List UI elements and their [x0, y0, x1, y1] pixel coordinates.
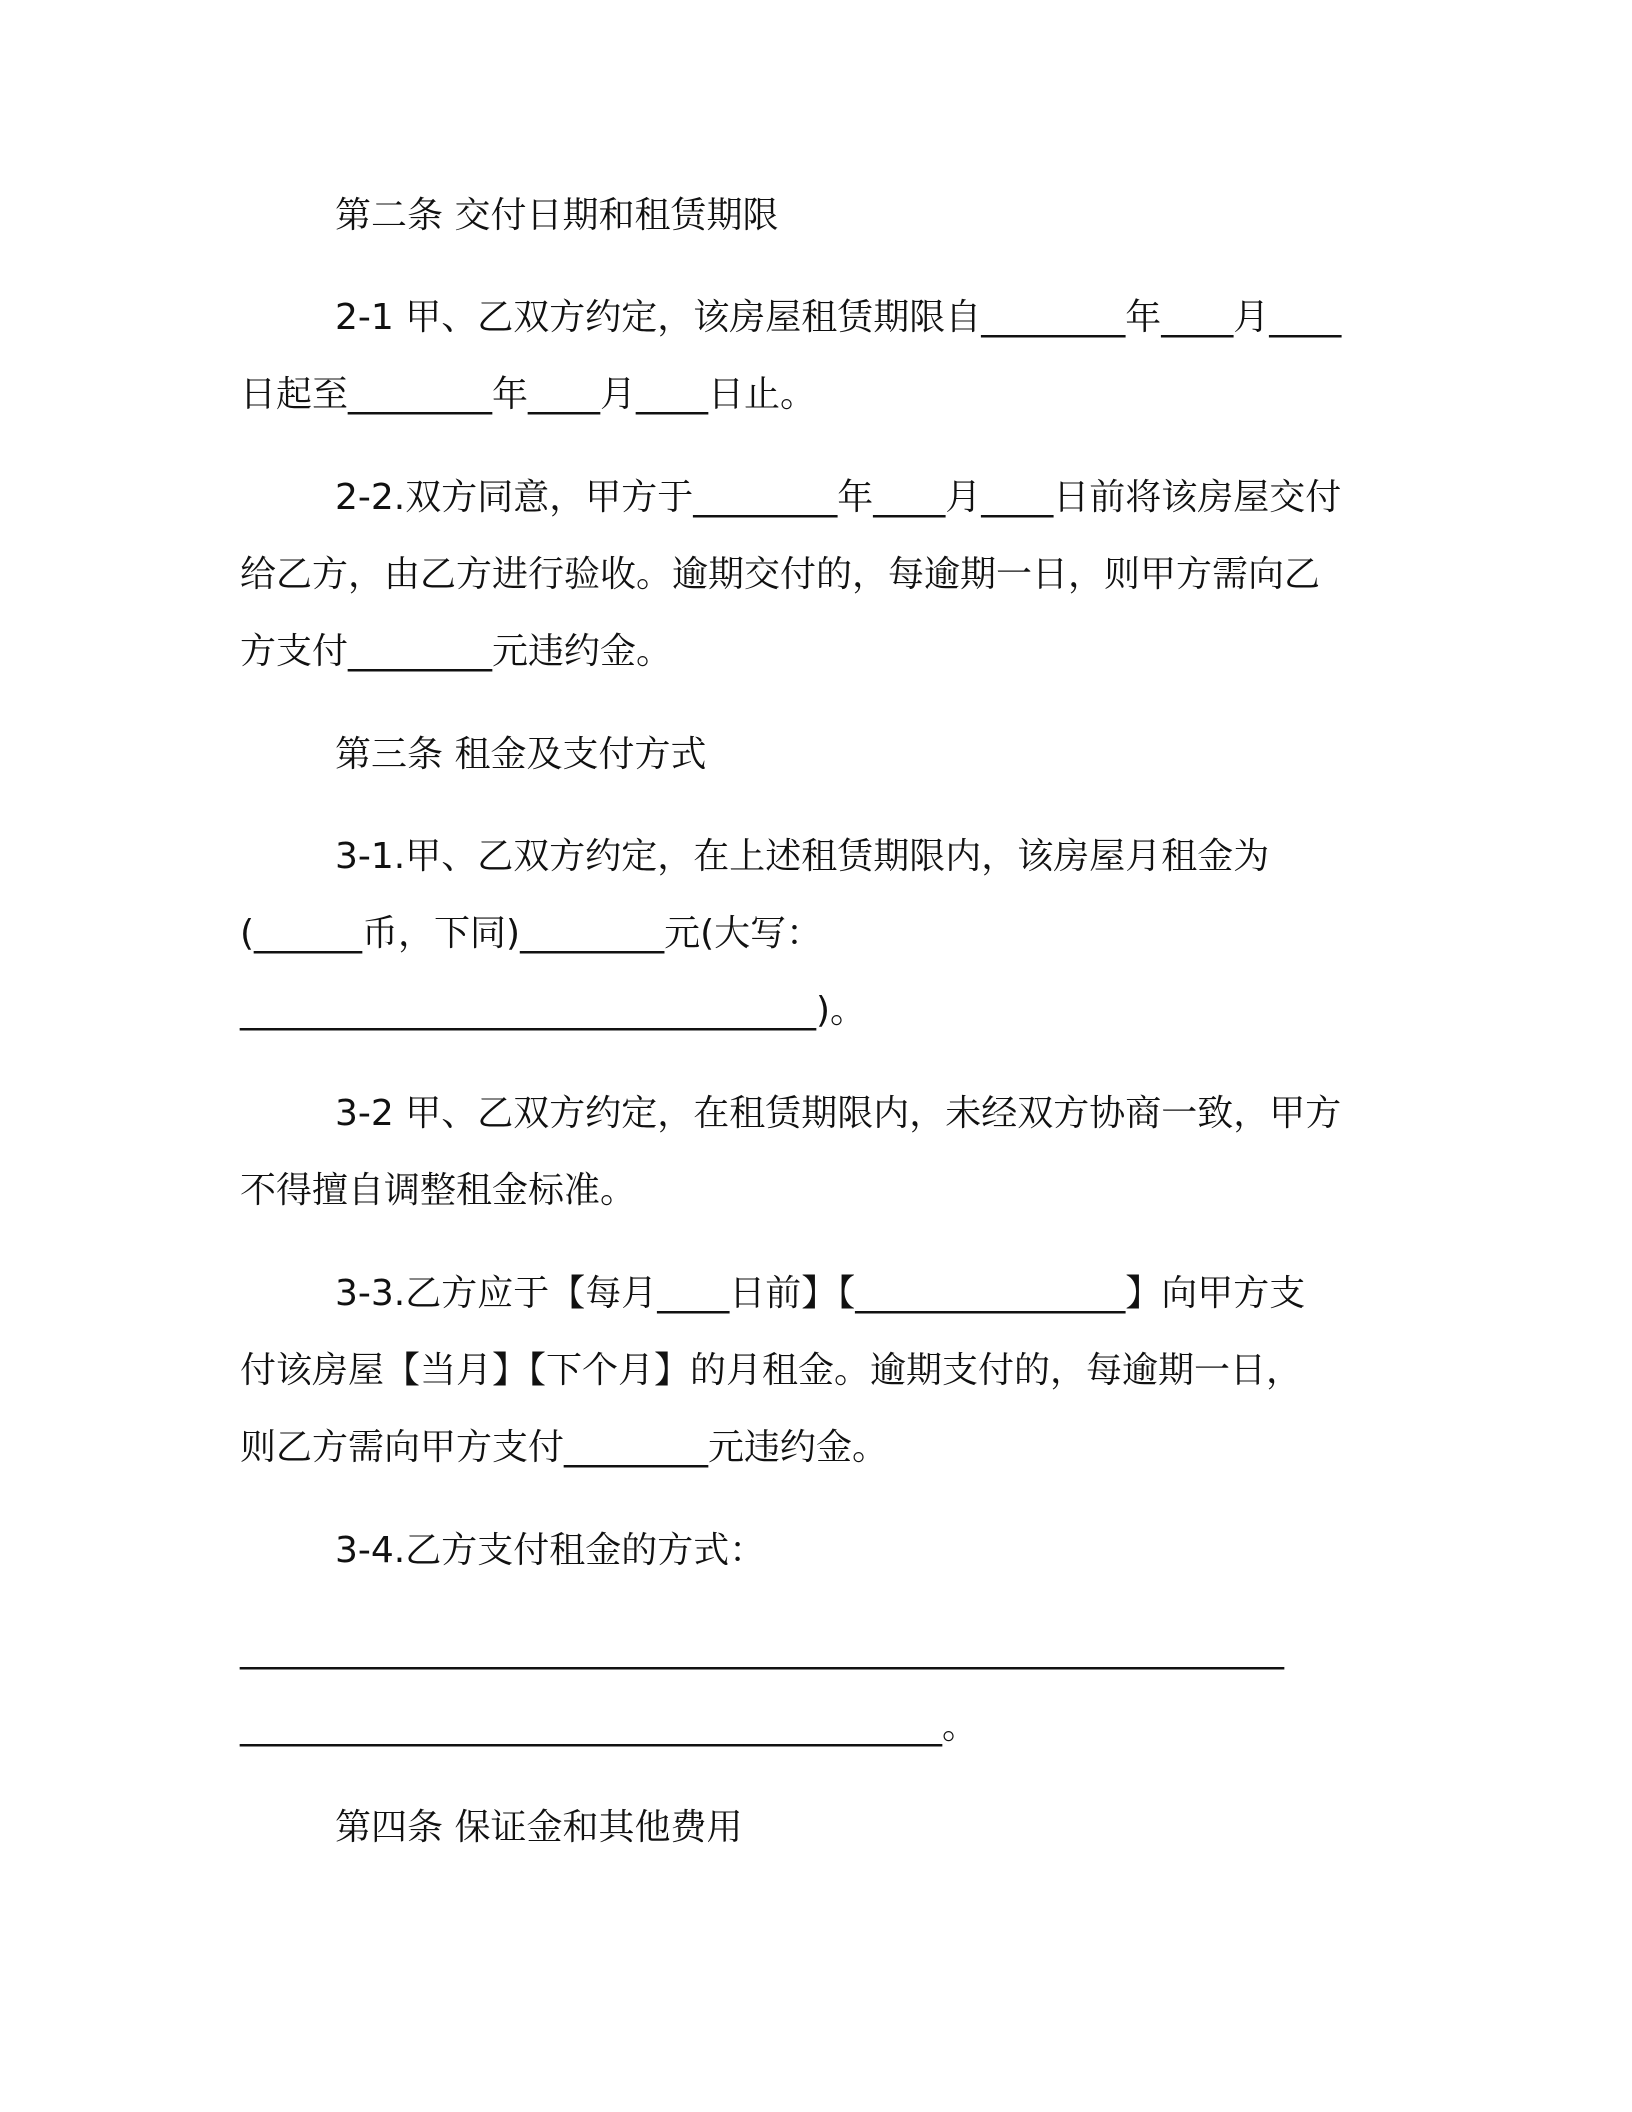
clause-3-4-line-3: _______________________________________。: [240, 1706, 978, 1747]
clause-3-3-line-3: 则乙方需向甲方支付________元违约金。: [240, 1427, 889, 1468]
clause-2-2-line-3: 方支付________元违约金。: [240, 631, 673, 672]
clause-3-1-line-2: (______币，下同)________元(大写：: [240, 913, 823, 954]
clause-3-4-line-2: __________________________________________________________: [240, 1629, 1284, 1670]
clause-2-1-line-2: 日起至________年____月____日止。: [240, 374, 817, 415]
clause-2-1-line-1: 2-1 甲、乙双方约定，该房屋租赁期限自________年____月____: [335, 297, 1342, 338]
clause-3-2-line-1: 3-2 甲、乙双方约定，在租赁期限内，未经双方协商一致，甲方: [335, 1093, 1342, 1134]
clause-3-3-line-2: 付该房屋【当月】【下个月】的月租金。逾期支付的，每逾期一日，: [240, 1350, 1303, 1391]
clause-3-1-line-1: 3-1.甲、乙双方约定，在上述租赁期限内，该房屋月租金为: [335, 836, 1270, 877]
clause-2-2-line-1: 2-2.双方同意，甲方于________年____月____日前将该房屋交付: [335, 477, 1342, 518]
section-2-heading: 第二条 交付日期和租赁期限: [335, 195, 779, 236]
clause-3-1-line-3: ________________________________)。: [240, 990, 867, 1031]
clause-3-2-line-2: 不得擅自调整租金标准。: [240, 1170, 637, 1211]
section-4-heading: 第四条 保证金和其他费用: [335, 1807, 743, 1848]
clause-3-3-line-1: 3-3.乙方应于【每月____日前】【_______________】向甲方支: [335, 1273, 1306, 1314]
clause-2-2-line-2: 给乙方，由乙方进行验收。逾期交付的，每逾期一日，则甲方需向乙: [240, 554, 1321, 595]
section-3-heading: 第三条 租金及支付方式: [335, 734, 707, 775]
clause-3-4-line-1: 3-4.乙方支付租金的方式：: [335, 1530, 766, 1571]
